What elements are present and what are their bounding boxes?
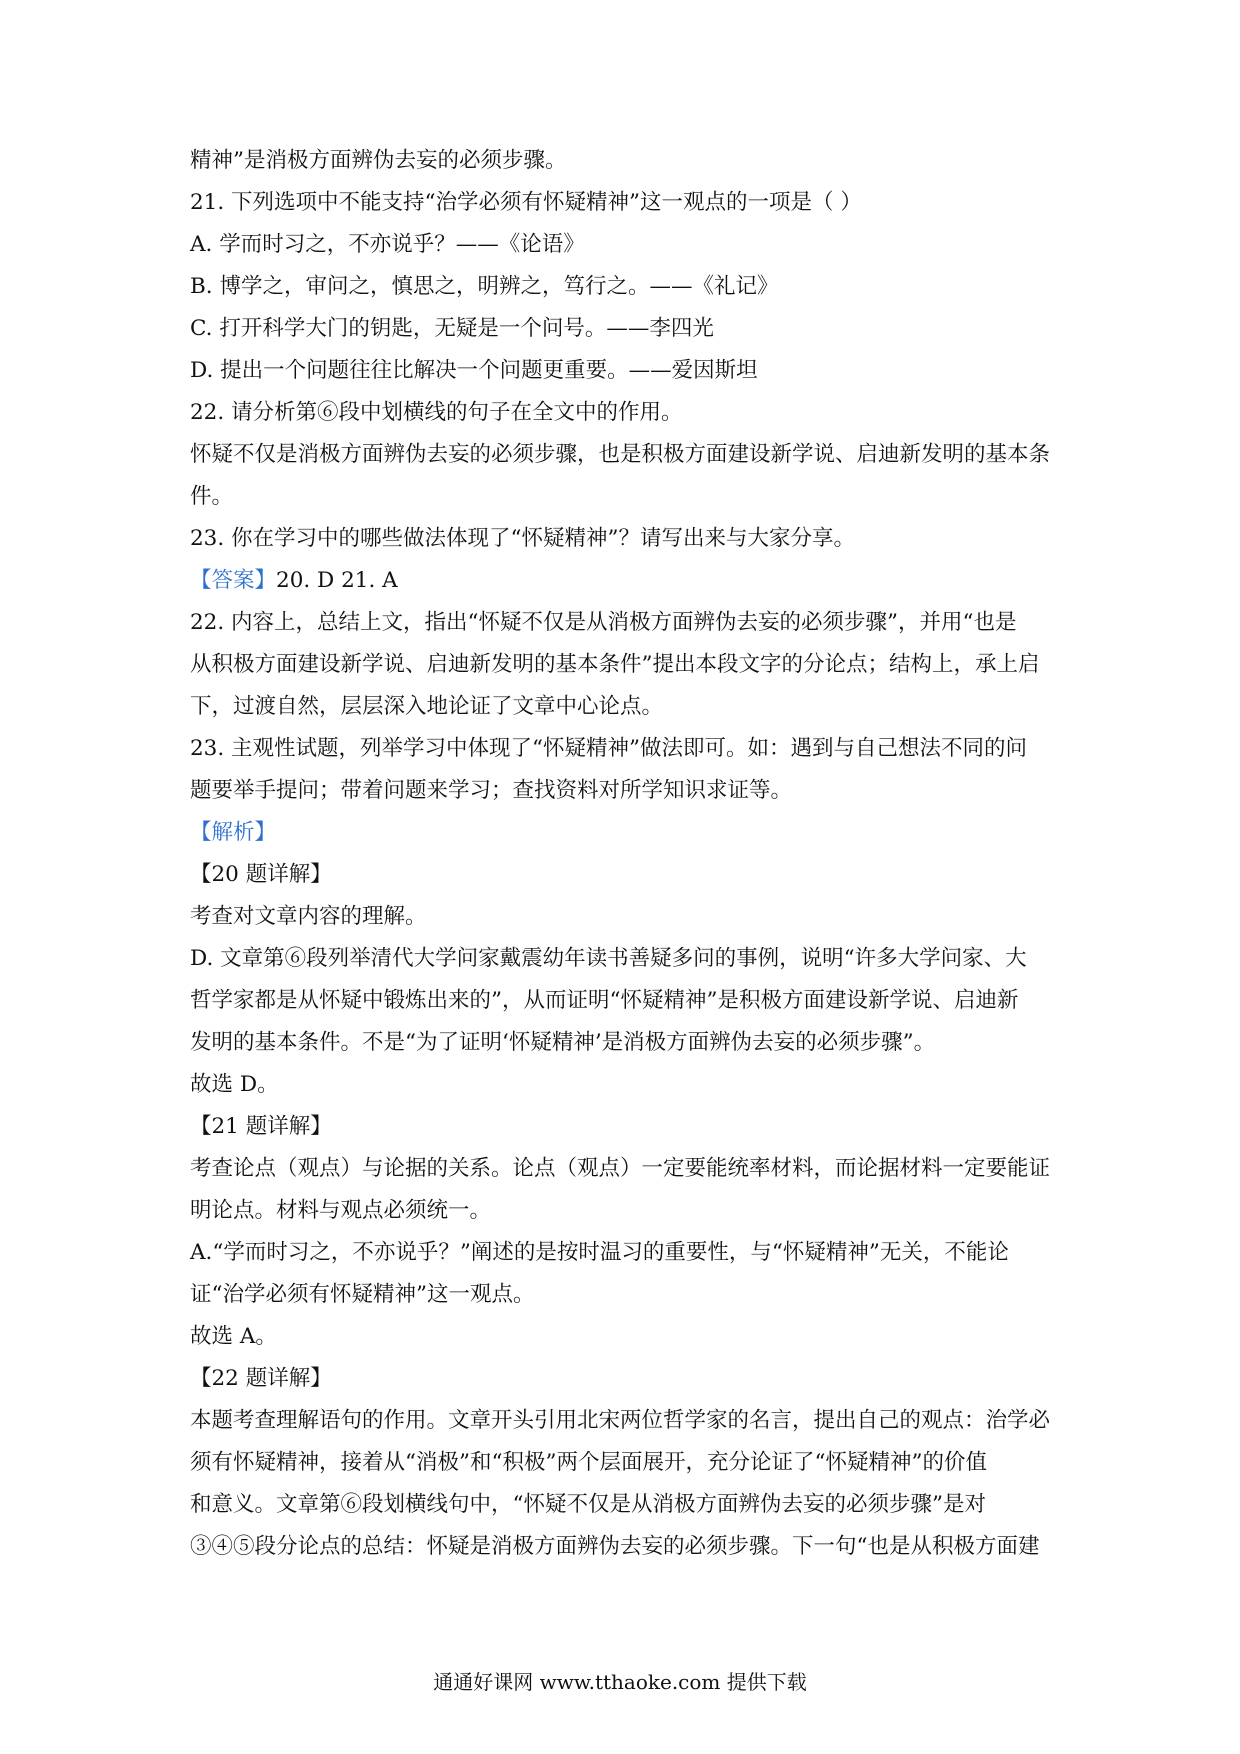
text-line: ③④⑤段分论点的总结：怀疑是消极方面辨伪去妄的必须步骤。下一句“也是从积极方面建 — [190, 1534, 1040, 1559]
text-line: 和意义。文章第⑥段划横线句中，“怀疑不仅是从消极方面辨伪去妄的必须步骤”是对 — [190, 1492, 986, 1517]
text-line: 题要举手提问；带着问题来学习；查找资料对所学知识求证等。 — [190, 778, 793, 803]
text-line: 考查论点（观点）与论据的关系。论点（观点）一定要能统率材料，而论据材料一定要能证 — [190, 1156, 1051, 1181]
question-21: 21. 下列选项中不能支持“治学必须有怀疑精神”这一观点的一项是（ ） — [190, 190, 862, 215]
text-line: 件。 — [190, 484, 234, 509]
answer-22: 22. 内容上，总结上文，指出“怀疑不仅是从消极方面辨伪去妄的必须步骤”，并用“也是 — [190, 610, 1017, 635]
text-line: 发明的基本条件。不是“为了证明‘怀疑精神’是消极方面辨伪去妄的必须步骤”。 — [190, 1030, 936, 1055]
option-c: C. 打开科学大门的钥匙，无疑是一个问号。——李四光 — [190, 316, 714, 341]
option-a: A. 学而时习之，不亦说乎？——《论语》 — [190, 232, 585, 257]
section-heading: 【22 题详解】 — [190, 1366, 332, 1391]
analysis-line — [190, 819, 1070, 847]
answer-text: 20. D 21. A — [276, 568, 398, 593]
text-line: 本题考查理解语句的作用。文章开头引用北宋两位哲学家的名言，提出自己的观点：治学必 — [190, 1408, 1051, 1433]
text-line: 精神”是消极方面辨伪去妄的必须步骤。 — [190, 148, 567, 173]
text-line: 故选 D。 — [190, 1072, 279, 1097]
text-line: 考查对文章内容的理解。 — [190, 904, 427, 929]
question-22: 22. 请分析第⑥段中划横线的句子在全文中的作用。 — [190, 400, 683, 425]
text-line: 从积极方面建设新学说、启迪新发明的基本条件”提出本段文字的分论点；结构上，承上启 — [190, 652, 1040, 677]
text-line: 下，过渡自然，层层深入地论证了文章中心论点。 — [190, 694, 664, 719]
text-line: 怀疑不仅是消极方面辨伪去妄的必须步骤，也是积极方面建设新学说、启迪新发明的基本条 — [190, 442, 1051, 467]
page-footer: 通通好课网 www.tthaoke.com 提供下载 — [433, 1670, 807, 1694]
text-line: 哲学家都是从怀疑中锻炼出来的”，从而证明“怀疑精神”是积极方面建设新学说、启迪新 — [190, 988, 1019, 1013]
analysis-tag: 【解析】 — [190, 820, 277, 845]
answer-line — [190, 567, 1070, 595]
text-line: D. 文章第⑥段列举清代大学问家戴震幼年读书善疑多问的事例，说明“许多大学问家、大 — [190, 946, 1027, 971]
text-line: 须有怀疑精神，接着从“消极”和“积极”两个层面展开，充分论证了“怀疑精神”的价值 — [190, 1450, 987, 1475]
text-line: 故选 A。 — [190, 1324, 277, 1349]
text-line: A.“学而时习之，不亦说乎？”阐述的是按时温习的重要性，与“怀疑精神”无关，不能论 — [190, 1240, 1009, 1265]
section-heading: 【21 题详解】 — [190, 1114, 332, 1139]
option-b: B. 博学之，审问之，慎思之，明辨之，笃行之。——《礼记》 — [190, 274, 779, 299]
text-line: 明论点。材料与观点必须统一。 — [190, 1198, 492, 1223]
question-23: 23. 你在学习中的哪些做法体现了“怀疑精神”？请写出来与大家分享。 — [190, 526, 856, 551]
section-heading: 【20 题详解】 — [190, 862, 332, 887]
text-line: 证“治学必须有怀疑精神”这一观点。 — [190, 1282, 535, 1307]
answer-tag: 【答案】 — [190, 568, 277, 593]
answer-23: 23. 主观性试题，列举学习中体现了“怀疑精神”做法即可。如：遇到与自己想法不同的问 — [190, 736, 1028, 761]
option-d: D. 提出一个问题往往比解决一个问题更重要。——爱因斯坦 — [190, 358, 758, 383]
